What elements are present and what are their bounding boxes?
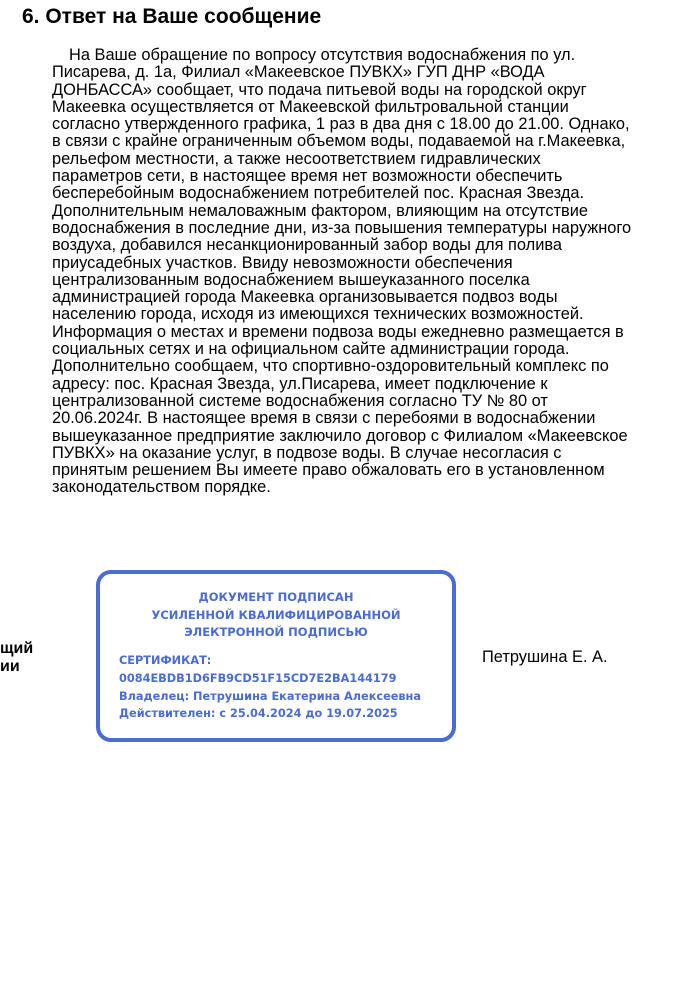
stamp-header-line-2: УСИЛЕННОЙ КВАЛИФИЦИРОВАННОЙ xyxy=(151,607,401,622)
certificate-validity: Действителен: с 25.04.2024 до 19.07.2025 xyxy=(119,707,398,721)
signer-position-line-1: щий xyxy=(0,640,34,657)
certificate-owner: Владелец: Петрушина Екатерина Алексеевна xyxy=(119,689,421,703)
electronic-signature-stamp xyxy=(96,570,456,742)
signer-name: Петрушина Е. А. xyxy=(482,648,608,666)
response-body-text: На Ваше обращение по вопросу отсутствия водоснабжения по ул. Писарева, д. 1а, Филиал «Макеевское ПУВКХ» ГУП ДНР «ВОДА ДОНБАССА» сообщает, что подача питьевой воды на городской округ Макеевка осуществляется от Макеевской фильтровальной станции согласно утвержденного графика, 1 раз в два дня с 18.00 до 21.00. Однако, в связи с крайне ограниченным объемом воды, подаваемой на г.Макеевка, рельефом местности, а также несоответствием гидравлических параметров сети, в настоящее время нет возможности обеспечить бесперебойным водоснабжением потребителей пос. Красная Звезда. Дополнительным немаловажным фактором, влияющим на отсутствие водоснабжения в последние дни, из-за повышения температуры наружного воздуха, добавился несанкционированный забор воды для полива приусадебных участков. Ввиду невозможности обеспечения централизованным водоснабжением вышеуказанного поселка администрацией города Макеевка организовывается подвоз воды населению города, исходя из имеющихся технических возможностей. Информация о местах и времени подвоза воды ежедневно размещается в социальных сетях и на официальном сайте администрации города. Дополнительно сообщаем, что спортивно-оздоровительный комплекс по адресу: пос. Красная Звезда, ул.Писарева, имеет подключение к централизованной системе водоснабжения согласно ТУ № 80 от 20.06.2024г. В настоящее время в связи с перебоями в водоснабжении вышеуказанное предприятие заключило договор с Филиалом «Макеевское ПУВКХ» на оказание услуг, в подвозе воды. В случае несогласия с принятым решением Вы имеете право обжаловать его в установленном законодательством порядке. xyxy=(52,46,632,497)
stamp-header xyxy=(100,589,452,642)
section-title: 6. Ответ на Ваше сообщение xyxy=(22,5,322,28)
certificate-number: 0084EBDB1D6FB9CD51F15CD7E2BA144179 xyxy=(119,671,397,685)
signer-position-fragment xyxy=(0,640,33,676)
signer-position-line-2: ии xyxy=(0,658,20,675)
stamp-header-line-3: ЭЛЕКТРОННОЙ ПОДПИСЬЮ xyxy=(184,625,368,639)
stamp-header-line-1: ДОКУМЕНТ ПОДПИСАН xyxy=(198,590,354,604)
certificate-label: СЕРТИФИКАТ: xyxy=(119,654,212,667)
stamp-details xyxy=(119,652,421,723)
